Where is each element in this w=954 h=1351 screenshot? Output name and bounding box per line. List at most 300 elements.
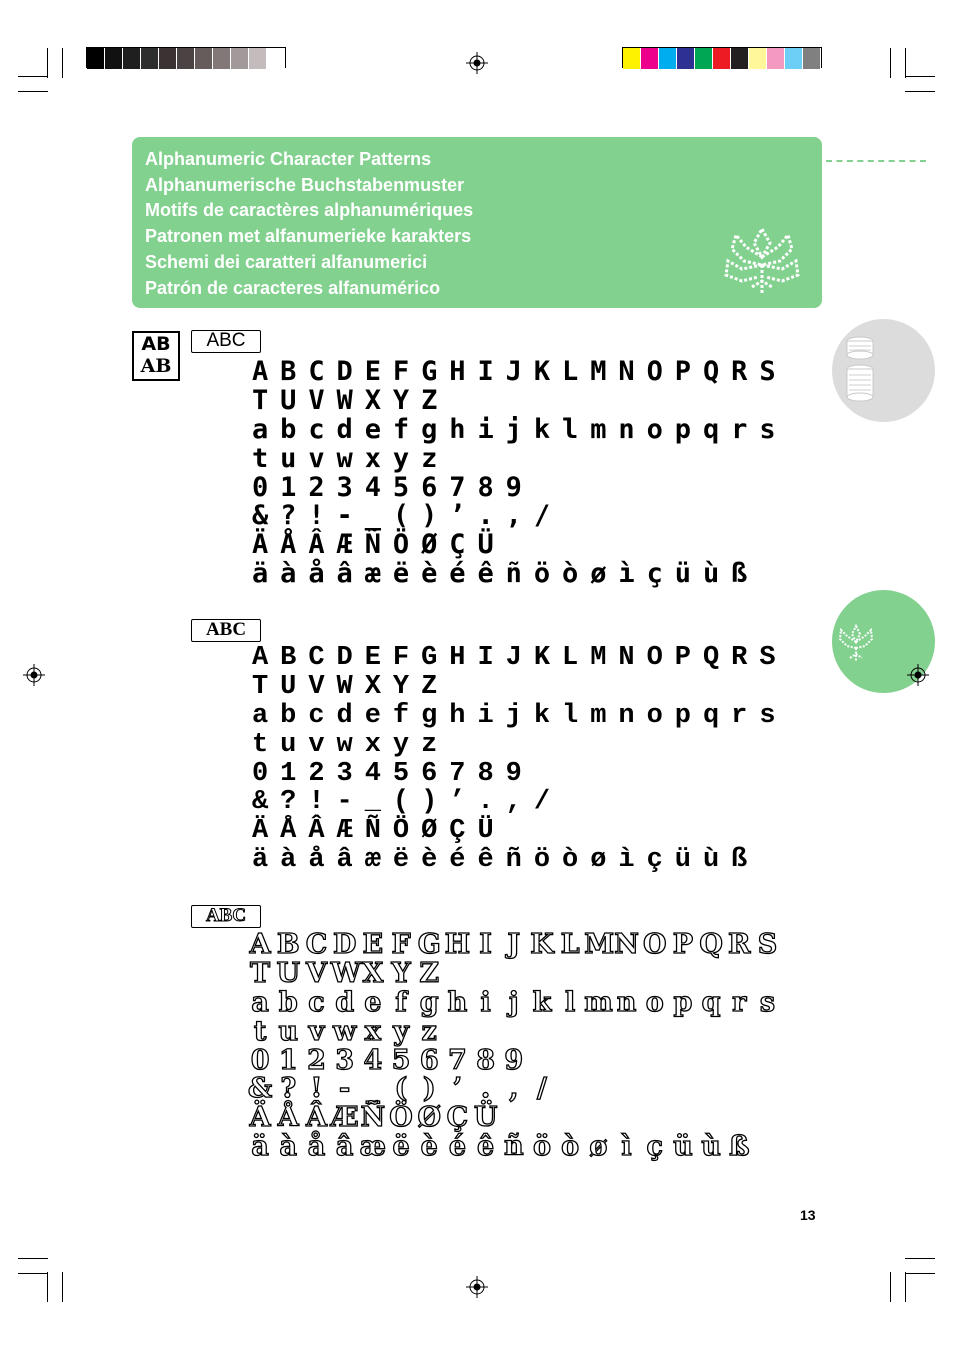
registration-mark-icon [466, 52, 488, 74]
character-glyph: â [336, 844, 353, 875]
character-glyph: Ü [477, 816, 494, 847]
character-glyph: Æ [336, 529, 353, 561]
character-glyph: u [278, 1015, 299, 1047]
character-glyph: d [336, 413, 353, 445]
character-glyph: J [507, 929, 521, 961]
color-swatch [159, 48, 177, 69]
character-glyph: . [480, 1073, 491, 1105]
font-label-serif: ABC [191, 619, 261, 642]
character-glyph: N [618, 356, 635, 388]
character-glyph: X [362, 958, 384, 990]
character-glyph: ò [562, 557, 579, 589]
character-row [246, 788, 782, 817]
character-glyph: _ [364, 787, 381, 818]
character-glyph: s [759, 413, 776, 445]
character-glyph: Ä [251, 816, 269, 847]
character-glyph: T [250, 958, 271, 990]
character-glyph: q [702, 413, 720, 445]
character-glyph: M [590, 356, 607, 388]
character-glyph: y [392, 442, 410, 474]
character-glyph: ? [280, 500, 297, 532]
character-glyph: 3 [336, 758, 353, 789]
character-glyph: f [395, 986, 407, 1018]
character-glyph: i [480, 986, 491, 1018]
character-row [246, 1104, 782, 1133]
character-glyph: Â [308, 529, 325, 561]
character-glyph: ’ [452, 1073, 463, 1105]
character-glyph: N [614, 929, 639, 961]
character-glyph: æ [359, 1130, 386, 1162]
character-glyph: P [672, 929, 694, 961]
character-glyph: ò [561, 1130, 580, 1162]
color-swatch [785, 48, 803, 69]
character-glyph: c [308, 986, 325, 1018]
character-glyph: ä [251, 1130, 269, 1162]
character-row [246, 817, 782, 846]
character-glyph: ê [477, 844, 494, 875]
character-glyph: à [280, 844, 297, 875]
character-glyph: â [336, 557, 353, 589]
color-swatch [213, 48, 231, 69]
color-swatch [641, 48, 659, 69]
character-glyph: & [247, 1073, 273, 1105]
character-glyph: 5 [391, 1044, 411, 1076]
character-glyph: - [336, 500, 353, 532]
crop-mark [18, 91, 48, 92]
character-glyph: f [392, 413, 410, 445]
character-glyph: è [421, 557, 438, 589]
character-glyph: 3 [335, 1044, 355, 1076]
character-glyph: 7 [448, 1044, 467, 1076]
color-swatch [249, 48, 267, 69]
character-glyph: A [249, 929, 271, 961]
character-glyph: 0 [250, 1044, 270, 1076]
character-glyph: ö [532, 1130, 551, 1162]
registration-mark-icon [466, 1276, 488, 1298]
color-swatch [731, 48, 749, 69]
crop-mark [905, 1272, 906, 1302]
character-row [246, 960, 782, 989]
character-glyph: 9 [505, 758, 522, 789]
section-title-box [132, 137, 822, 308]
character-glyph: ß [731, 844, 748, 875]
character-glyph: A [251, 643, 269, 674]
character-glyph: _ [364, 500, 381, 532]
character-glyph: 8 [476, 1044, 495, 1076]
character-glyph: e [364, 986, 382, 1018]
character-row [246, 473, 782, 502]
character-glyph: é [449, 557, 466, 589]
character-glyph: D [336, 643, 353, 674]
character-glyph: j [508, 986, 519, 1018]
character-glyph: 4 [364, 758, 381, 789]
character-glyph: 2 [308, 471, 325, 503]
character-glyph: U [280, 672, 297, 703]
color-swatch [123, 48, 141, 69]
character-glyph: N [618, 643, 635, 674]
character-glyph: ( [392, 787, 410, 818]
character-glyph: M [590, 643, 607, 674]
character-row [246, 730, 782, 759]
character-glyph: Ä [249, 1102, 271, 1134]
character-glyph: ä [251, 557, 269, 589]
character-glyph: P [674, 643, 691, 674]
character-glyph: 9 [504, 1044, 524, 1076]
character-glyph: Æ [336, 816, 353, 847]
font-label-outline: ABC [191, 905, 261, 928]
character-glyph: b [278, 986, 298, 1018]
character-glyph: ) [421, 787, 438, 818]
character-glyph: K [533, 643, 551, 674]
color-swatch [767, 48, 785, 69]
character-row [246, 846, 782, 875]
character-glyph: k [533, 413, 551, 445]
character-glyph: å [308, 557, 325, 589]
character-glyph: o [646, 413, 663, 445]
character-row [246, 1130, 782, 1162]
character-glyph: ù [702, 844, 720, 875]
character-glyph: ê [477, 1130, 495, 1162]
character-glyph: ? [280, 787, 297, 818]
character-glyph: , [505, 787, 522, 818]
character-glyph: â [335, 1130, 354, 1162]
character-glyph: ) [421, 500, 438, 532]
character-glyph: X [364, 385, 381, 417]
character-glyph: 2 [308, 758, 325, 789]
thread-spool-icon [832, 319, 935, 422]
character-glyph: B [280, 356, 297, 388]
character-glyph: y [392, 729, 410, 760]
character-glyph: J [505, 643, 522, 674]
character-glyph: - [339, 1073, 351, 1105]
character-grid-serif [246, 644, 782, 874]
font-label-block: ABC [191, 330, 261, 353]
character-glyph: ! [308, 500, 325, 532]
character-glyph: y [393, 1015, 409, 1047]
character-glyph: T [251, 385, 269, 417]
character-row [246, 557, 782, 589]
character-glyph: a [251, 700, 269, 731]
character-glyph: ’ [449, 500, 466, 532]
character-glyph: B [276, 929, 300, 961]
character-glyph: U [280, 385, 297, 417]
character-glyph: 8 [477, 471, 494, 503]
character-glyph: x [364, 442, 381, 474]
character-row [246, 931, 782, 960]
character-glyph: å [307, 1130, 326, 1162]
character-glyph: ñ [503, 1130, 524, 1162]
character-glyph: u [280, 442, 297, 474]
character-glyph: x [364, 1015, 381, 1047]
character-glyph: C [308, 643, 325, 674]
character-glyph: ü [674, 844, 691, 875]
character-glyph: d [335, 986, 355, 1018]
character-glyph: ç [646, 557, 663, 589]
character-glyph: ê [477, 557, 494, 589]
crop-mark [905, 1258, 935, 1259]
character-glyph: / [533, 787, 551, 818]
character-glyph: h [449, 700, 466, 731]
character-glyph: C [305, 929, 328, 961]
character-glyph: W [336, 672, 353, 703]
character-glyph: ë [392, 557, 410, 589]
character-glyph: å [308, 844, 325, 875]
crop-mark [47, 1272, 48, 1302]
character-glyph: Â [308, 816, 325, 847]
character-glyph: ä [251, 844, 269, 875]
color-swatch [713, 48, 731, 69]
character-glyph: Æ [330, 1102, 359, 1134]
character-glyph: F [391, 929, 411, 961]
character-glyph: V [308, 672, 325, 703]
character-glyph: S [757, 929, 778, 961]
character-glyph: 6 [421, 471, 438, 503]
character-glyph: B [280, 643, 297, 674]
character-glyph: è [420, 1130, 438, 1162]
character-glyph: 7 [449, 758, 466, 789]
character-glyph: L [562, 643, 579, 674]
character-glyph: i [477, 413, 494, 445]
color-swatch [141, 48, 159, 69]
character-glyph: e [364, 413, 381, 445]
character-glyph: é [448, 1130, 466, 1162]
character-glyph: Q [702, 643, 720, 674]
character-glyph: 7 [449, 471, 466, 503]
character-glyph: D [336, 356, 353, 388]
character-glyph: w [336, 729, 353, 760]
character-glyph: Ö [392, 529, 410, 561]
character-glyph: O [642, 929, 667, 961]
registration-mark-icon [23, 664, 45, 686]
character-glyph: / [537, 1073, 547, 1105]
character-glyph: t [251, 442, 269, 474]
character-glyph: k [533, 700, 551, 731]
crop-mark [890, 48, 891, 78]
character-glyph: Ø [421, 529, 438, 561]
character-glyph: & [251, 787, 269, 818]
crop-mark [62, 48, 63, 78]
character-glyph: é [449, 844, 466, 875]
character-glyph: à [279, 1130, 298, 1162]
character-glyph: A [251, 356, 269, 388]
character-glyph: t [251, 729, 269, 760]
character-glyph: Y [392, 672, 410, 703]
character-glyph: ì [618, 557, 635, 589]
character-glyph: ò [562, 844, 579, 875]
character-glyph: ) [422, 1073, 436, 1105]
character-glyph: ñ [505, 557, 522, 589]
character-glyph: n [618, 413, 635, 445]
character-glyph: q [701, 986, 721, 1018]
character-glyph: Q [699, 929, 723, 961]
character-glyph: 2 [307, 1044, 326, 1076]
character-glyph: æ [364, 844, 381, 875]
character-glyph: i [477, 700, 494, 731]
character-glyph: 0 [251, 758, 269, 789]
character-glyph: Ç [449, 529, 466, 561]
color-swatch [659, 48, 677, 69]
character-glyph: & [251, 500, 269, 532]
character-glyph: E [362, 929, 384, 961]
character-grid-block [246, 358, 782, 588]
character-glyph: ì [621, 1130, 632, 1162]
character-glyph: ë [392, 1130, 410, 1162]
crop-mark [905, 1273, 935, 1274]
character-glyph: 1 [278, 1044, 298, 1076]
character-glyph: U [276, 958, 301, 990]
page-number: 13 [800, 1207, 816, 1223]
character-glyph: j [505, 700, 522, 731]
color-swatch [105, 48, 123, 69]
character-glyph: ö [533, 557, 551, 589]
character-glyph: D [332, 929, 357, 961]
character-glyph: ß [729, 1130, 750, 1162]
character-glyph: 1 [280, 758, 297, 789]
character-glyph: ñ [505, 844, 522, 875]
character-glyph: P [674, 356, 692, 388]
character-glyph: 6 [421, 758, 438, 789]
character-glyph: H [444, 929, 471, 961]
crop-mark [905, 91, 935, 92]
character-glyph: ø [589, 1130, 608, 1162]
character-glyph: v [308, 1015, 325, 1047]
character-glyph: p [674, 700, 691, 731]
character-row [246, 1046, 782, 1075]
character-glyph: Ü [477, 529, 494, 561]
character-glyph: m [590, 700, 607, 731]
character-glyph: v [308, 729, 325, 760]
character-glyph: n [616, 986, 637, 1018]
character-glyph: t [253, 1015, 267, 1047]
character-glyph: g [419, 986, 439, 1018]
character-glyph: 0 [251, 471, 269, 503]
character-glyph: J [505, 356, 522, 388]
color-swatch [267, 48, 285, 69]
character-glyph: L [562, 356, 579, 388]
character-glyph: H [449, 643, 466, 674]
character-glyph: m [590, 413, 607, 445]
color-swatch [87, 48, 105, 69]
character-glyph: g [421, 700, 438, 731]
character-glyph: C [308, 356, 325, 388]
character-glyph: Z [421, 385, 438, 417]
character-glyph: z [421, 1015, 437, 1047]
character-glyph: Å [280, 816, 297, 847]
color-swatch [803, 48, 821, 69]
character-glyph: G [421, 356, 438, 388]
grayscale-calibration-bar [86, 47, 286, 68]
character-glyph: F [392, 643, 410, 674]
character-glyph: K [530, 929, 554, 961]
title-line: Schemi dei caratteri alfanumerici [145, 251, 428, 272]
character-glyph: E [364, 643, 381, 674]
character-glyph: à [280, 557, 297, 589]
character-glyph: S [759, 643, 776, 674]
character-glyph: r [732, 986, 747, 1018]
character-glyph: ! [310, 1073, 323, 1105]
character-glyph: x [364, 729, 381, 760]
registration-mark-icon [907, 664, 929, 686]
character-row [246, 387, 782, 416]
character-glyph: z [421, 442, 438, 474]
character-glyph: X [364, 672, 381, 703]
character-glyph: V [308, 385, 325, 417]
crop-mark [890, 1272, 891, 1302]
character-glyph: e [364, 700, 381, 731]
character-glyph: Â [305, 1102, 327, 1134]
character-glyph: ! [308, 787, 325, 818]
character-glyph: è [421, 844, 438, 875]
character-glyph: Ö [392, 816, 410, 847]
character-glyph: ’ [449, 787, 466, 818]
color-swatch [177, 48, 195, 69]
character-row [246, 502, 782, 531]
character-glyph: 4 [363, 1044, 383, 1076]
character-glyph: Å [277, 1102, 299, 1134]
character-glyph: Z [421, 672, 438, 703]
character-row [246, 702, 782, 731]
character-glyph: c [308, 413, 325, 445]
crop-mark [18, 76, 48, 77]
character-glyph: Z [419, 958, 440, 990]
character-glyph: h [447, 986, 468, 1018]
character-glyph: o [645, 986, 664, 1018]
character-glyph: v [308, 442, 325, 474]
character-glyph: 5 [392, 758, 410, 789]
character-glyph: O [646, 643, 663, 674]
character-glyph: 8 [477, 758, 494, 789]
character-glyph: p [674, 413, 692, 445]
character-glyph: R [731, 356, 748, 388]
character-glyph: I [479, 929, 492, 961]
character-glyph: / [533, 500, 551, 532]
font-select-icon-top: AB [141, 333, 171, 355]
font-select-icon-bottom: AB [140, 355, 172, 377]
color-swatch [231, 48, 249, 69]
character-glyph: Y [392, 385, 410, 417]
character-glyph: O [646, 356, 663, 388]
character-glyph: I [477, 643, 494, 674]
character-glyph: ë [392, 844, 410, 875]
character-glyph: S [759, 356, 776, 388]
character-glyph: , [509, 1073, 519, 1105]
character-glyph: b [280, 700, 297, 731]
character-glyph: Ç [449, 816, 466, 847]
character-glyph: ù [701, 1130, 721, 1162]
character-glyph: F [392, 356, 410, 388]
character-glyph: T [251, 672, 269, 703]
character-glyph: G [421, 643, 438, 674]
character-glyph: I [477, 356, 494, 388]
character-glyph: g [421, 413, 438, 445]
character-glyph: H [449, 356, 466, 388]
character-glyph: c [308, 700, 325, 731]
character-glyph: R [731, 643, 748, 674]
character-glyph: a [251, 986, 269, 1018]
character-glyph: ø [590, 557, 607, 589]
character-row [246, 759, 782, 788]
character-glyph: d [336, 700, 353, 731]
character-glyph: 5 [392, 471, 410, 503]
character-glyph: q [702, 700, 720, 731]
character-glyph: - [336, 787, 353, 818]
character-glyph: z [421, 729, 438, 760]
character-glyph: _ [366, 1073, 380, 1105]
character-glyph: . [477, 500, 494, 532]
character-glyph: ( [394, 1073, 408, 1105]
thread-tab [832, 319, 935, 422]
character-glyph: 1 [280, 471, 297, 503]
